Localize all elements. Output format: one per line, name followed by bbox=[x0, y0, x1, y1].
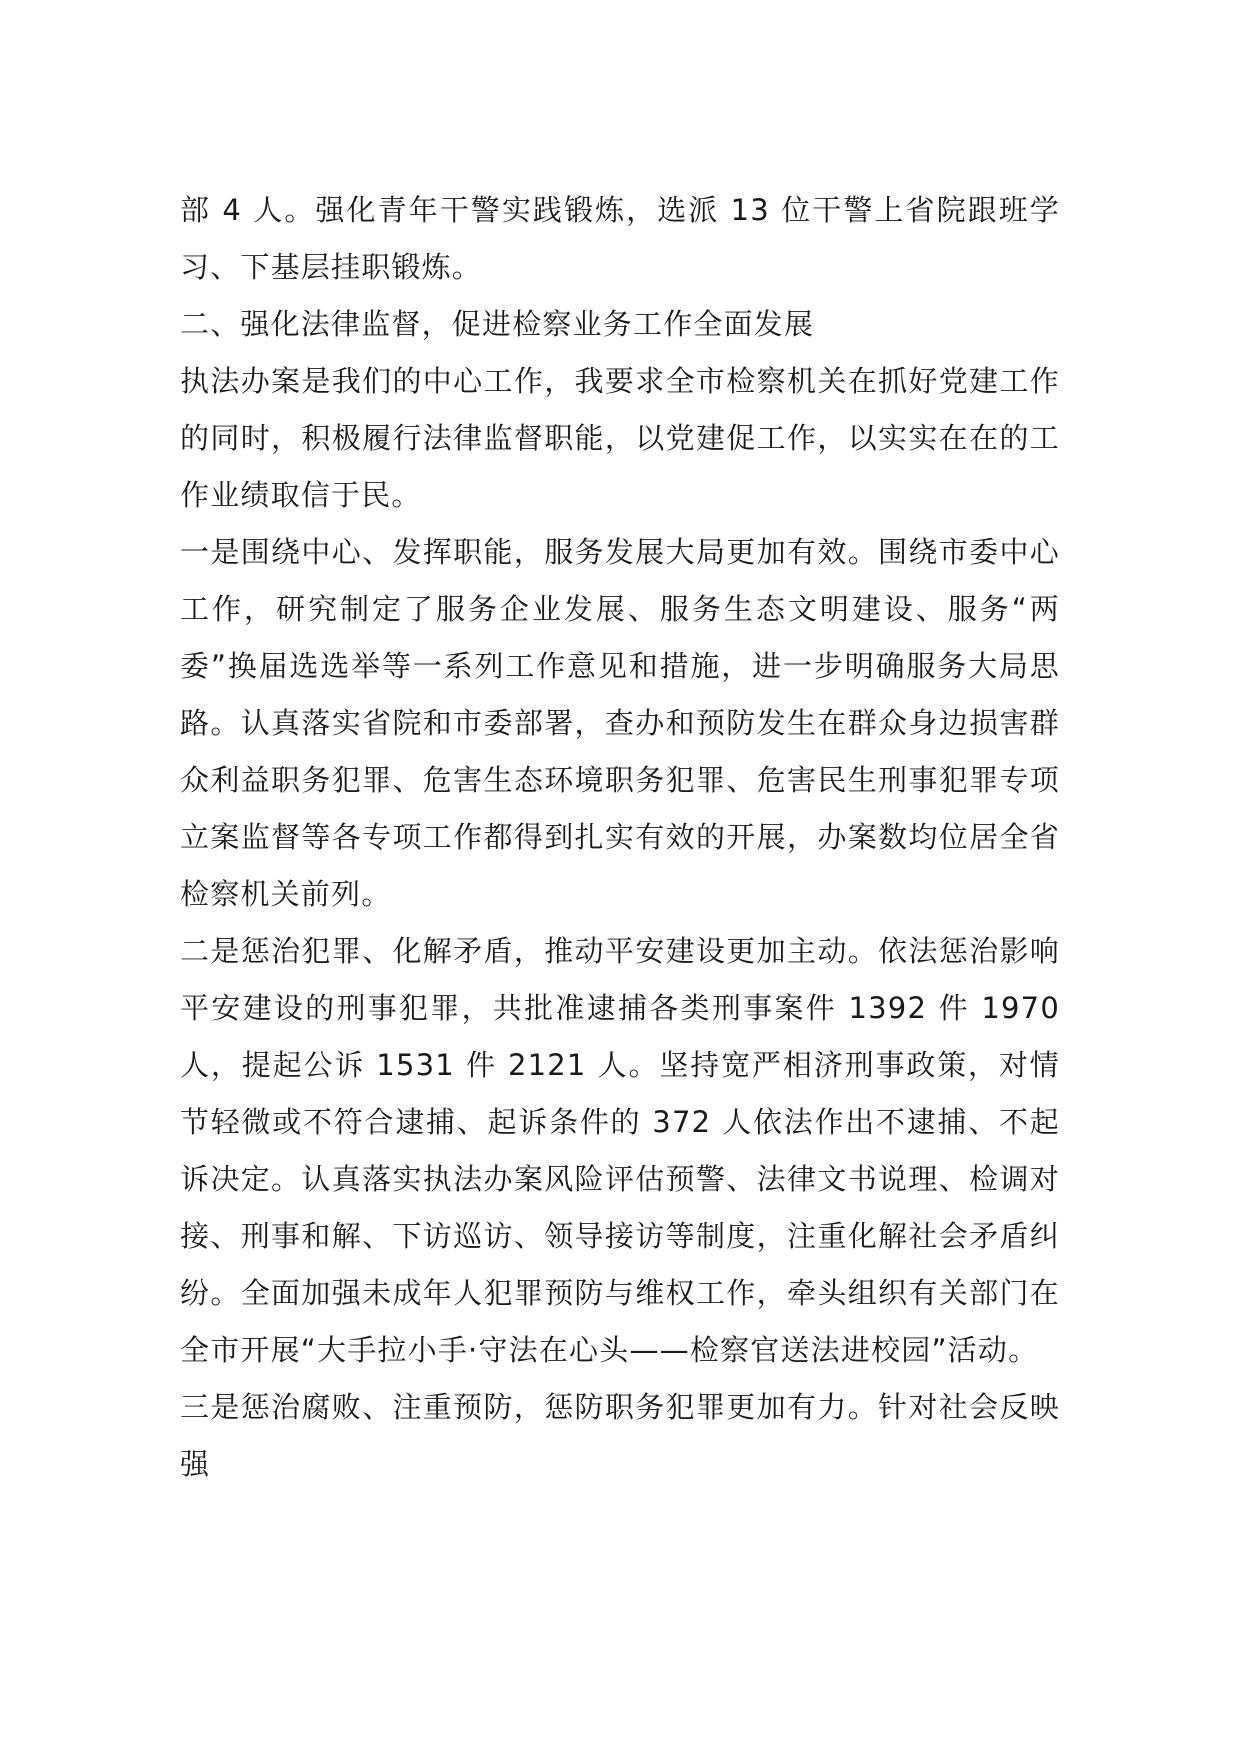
paragraph-personnel-training: 部 4 人。强化青年干警实践锻炼，选派 13 位干警上省院跟班学习、下基层挂职锻炼。 bbox=[180, 193, 1060, 284]
paragraph-anti-corruption: 三是惩治腐败、注重预防，惩防职务犯罪更加有力。针对社会反映强 bbox=[180, 1390, 1060, 1481]
paragraph-punish-crime: 二是惩治犯罪、化解矛盾，推动平安建设更加主动。依法惩治影响平安建设的刑事犯罪，共批准逮捕各类刑事案件 1392 件 1970 人，提起公诉 1531 件 2121 人。坚持宽严相济刑事政策，对情节轻微或不符合逮捕、起诉条件的 372 人依法作出不逮捕、不起诉决定。认真落实执法办案风险评估预警、法律文书说理、检调对接、刑事和解、下访巡访、领导接访等制度，注重化解社会矛盾纠纷。全面加强未成年人犯罪预防与维权工作，牵头组织有关部门在全市开展“大手拉小手·守法在心头——检察官送法进校园”活动。 bbox=[180, 934, 1060, 1367]
section-heading-legal-supervision: 二、强化法律监督，促进检察业务工作全面发展 bbox=[180, 307, 815, 341]
document-body bbox=[180, 182, 1060, 1493]
paragraph-serve-development: 一是围绕中心、发挥职能，服务发展大局更加有效。围绕市委中心工作，研究制定了服务企业发展、服务生态文明建设、服务“两委”换届选选举等一系列工作意见和措施，进一步明确服务大局思路。认真落实省院和市委部署，查办和预防发生在群众身边损害群众利益职务犯罪、危害生态环境职务犯罪、危害民生刑事犯罪专项立案监督等各专项工作都得到扎实有效的开展，办案数均位居全省检察机关前列。 bbox=[180, 535, 1060, 911]
paragraph-case-handling-intro: 执法办案是我们的中心工作，我要求全市检察机关在抓好党建工作的同时，积极履行法律监督职能，以党建促工作，以实实在在的工作业绩取信于民。 bbox=[180, 364, 1060, 512]
